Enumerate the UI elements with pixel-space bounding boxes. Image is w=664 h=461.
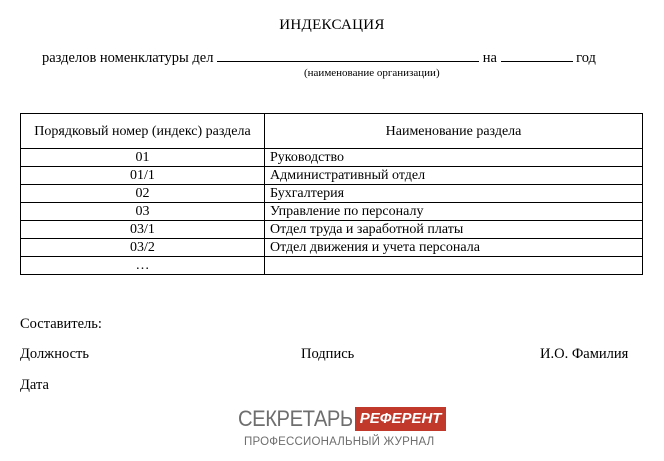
- row-index: 03/2: [21, 239, 265, 257]
- subtitle-middle: на: [482, 50, 497, 66]
- logo-part-secretary: СЕКРЕТАРЬ: [238, 406, 353, 431]
- row-section-name: [265, 257, 643, 275]
- table-row: [21, 239, 643, 257]
- row-section-name: Бухгалтерия: [265, 185, 643, 203]
- row-section-name: Руководство: [265, 149, 643, 167]
- row-section-name: Отдел труда и заработной платы: [265, 221, 643, 239]
- document-title: ИНДЕКСАЦИЯ: [279, 17, 385, 33]
- position-label: Должность: [20, 346, 89, 362]
- subtitle-prefix: разделов номенклатуры дел: [42, 50, 214, 66]
- table-row: [21, 203, 643, 221]
- table-row: [21, 221, 643, 239]
- row-section-name: Отдел движения и учета персонала: [265, 239, 643, 257]
- table-header-row: [21, 114, 643, 149]
- publisher-logo: [238, 407, 446, 431]
- row-index: …: [21, 257, 265, 275]
- table-row: [21, 257, 643, 275]
- subtitle-suffix: год: [576, 50, 596, 66]
- date-label: Дата: [20, 377, 49, 393]
- table-row: [21, 167, 643, 185]
- row-index: 02: [21, 185, 265, 203]
- header-index: Порядковый номер (индекс) раздела: [21, 114, 265, 149]
- header-section-name: Наименование раздела: [265, 114, 643, 149]
- table-row: [21, 149, 643, 167]
- row-index: 03: [21, 203, 265, 221]
- row-index: 01: [21, 149, 265, 167]
- full-name-label: И.О. Фамилия: [540, 346, 629, 362]
- row-index: 01/1: [21, 167, 265, 185]
- organization-blank: [217, 49, 479, 62]
- table-row: [21, 185, 643, 203]
- index-table: [20, 113, 643, 275]
- row-index: 03/1: [21, 221, 265, 239]
- logo-tagline: ПРОФЕССИОНАЛЬНЫЙ ЖУРНАЛ: [244, 436, 435, 448]
- year-blank: [501, 49, 573, 62]
- organization-caption: (наименование организации): [304, 67, 440, 79]
- compiler-label: Составитель:: [20, 316, 102, 332]
- row-section-name: Управление по персоналу: [265, 203, 643, 221]
- row-section-name: Административный отдел: [265, 167, 643, 185]
- signature-label: Подпись: [301, 346, 355, 362]
- logo-part-referent: РЕФЕРЕНТ: [355, 407, 447, 431]
- document-subtitle: [42, 49, 642, 67]
